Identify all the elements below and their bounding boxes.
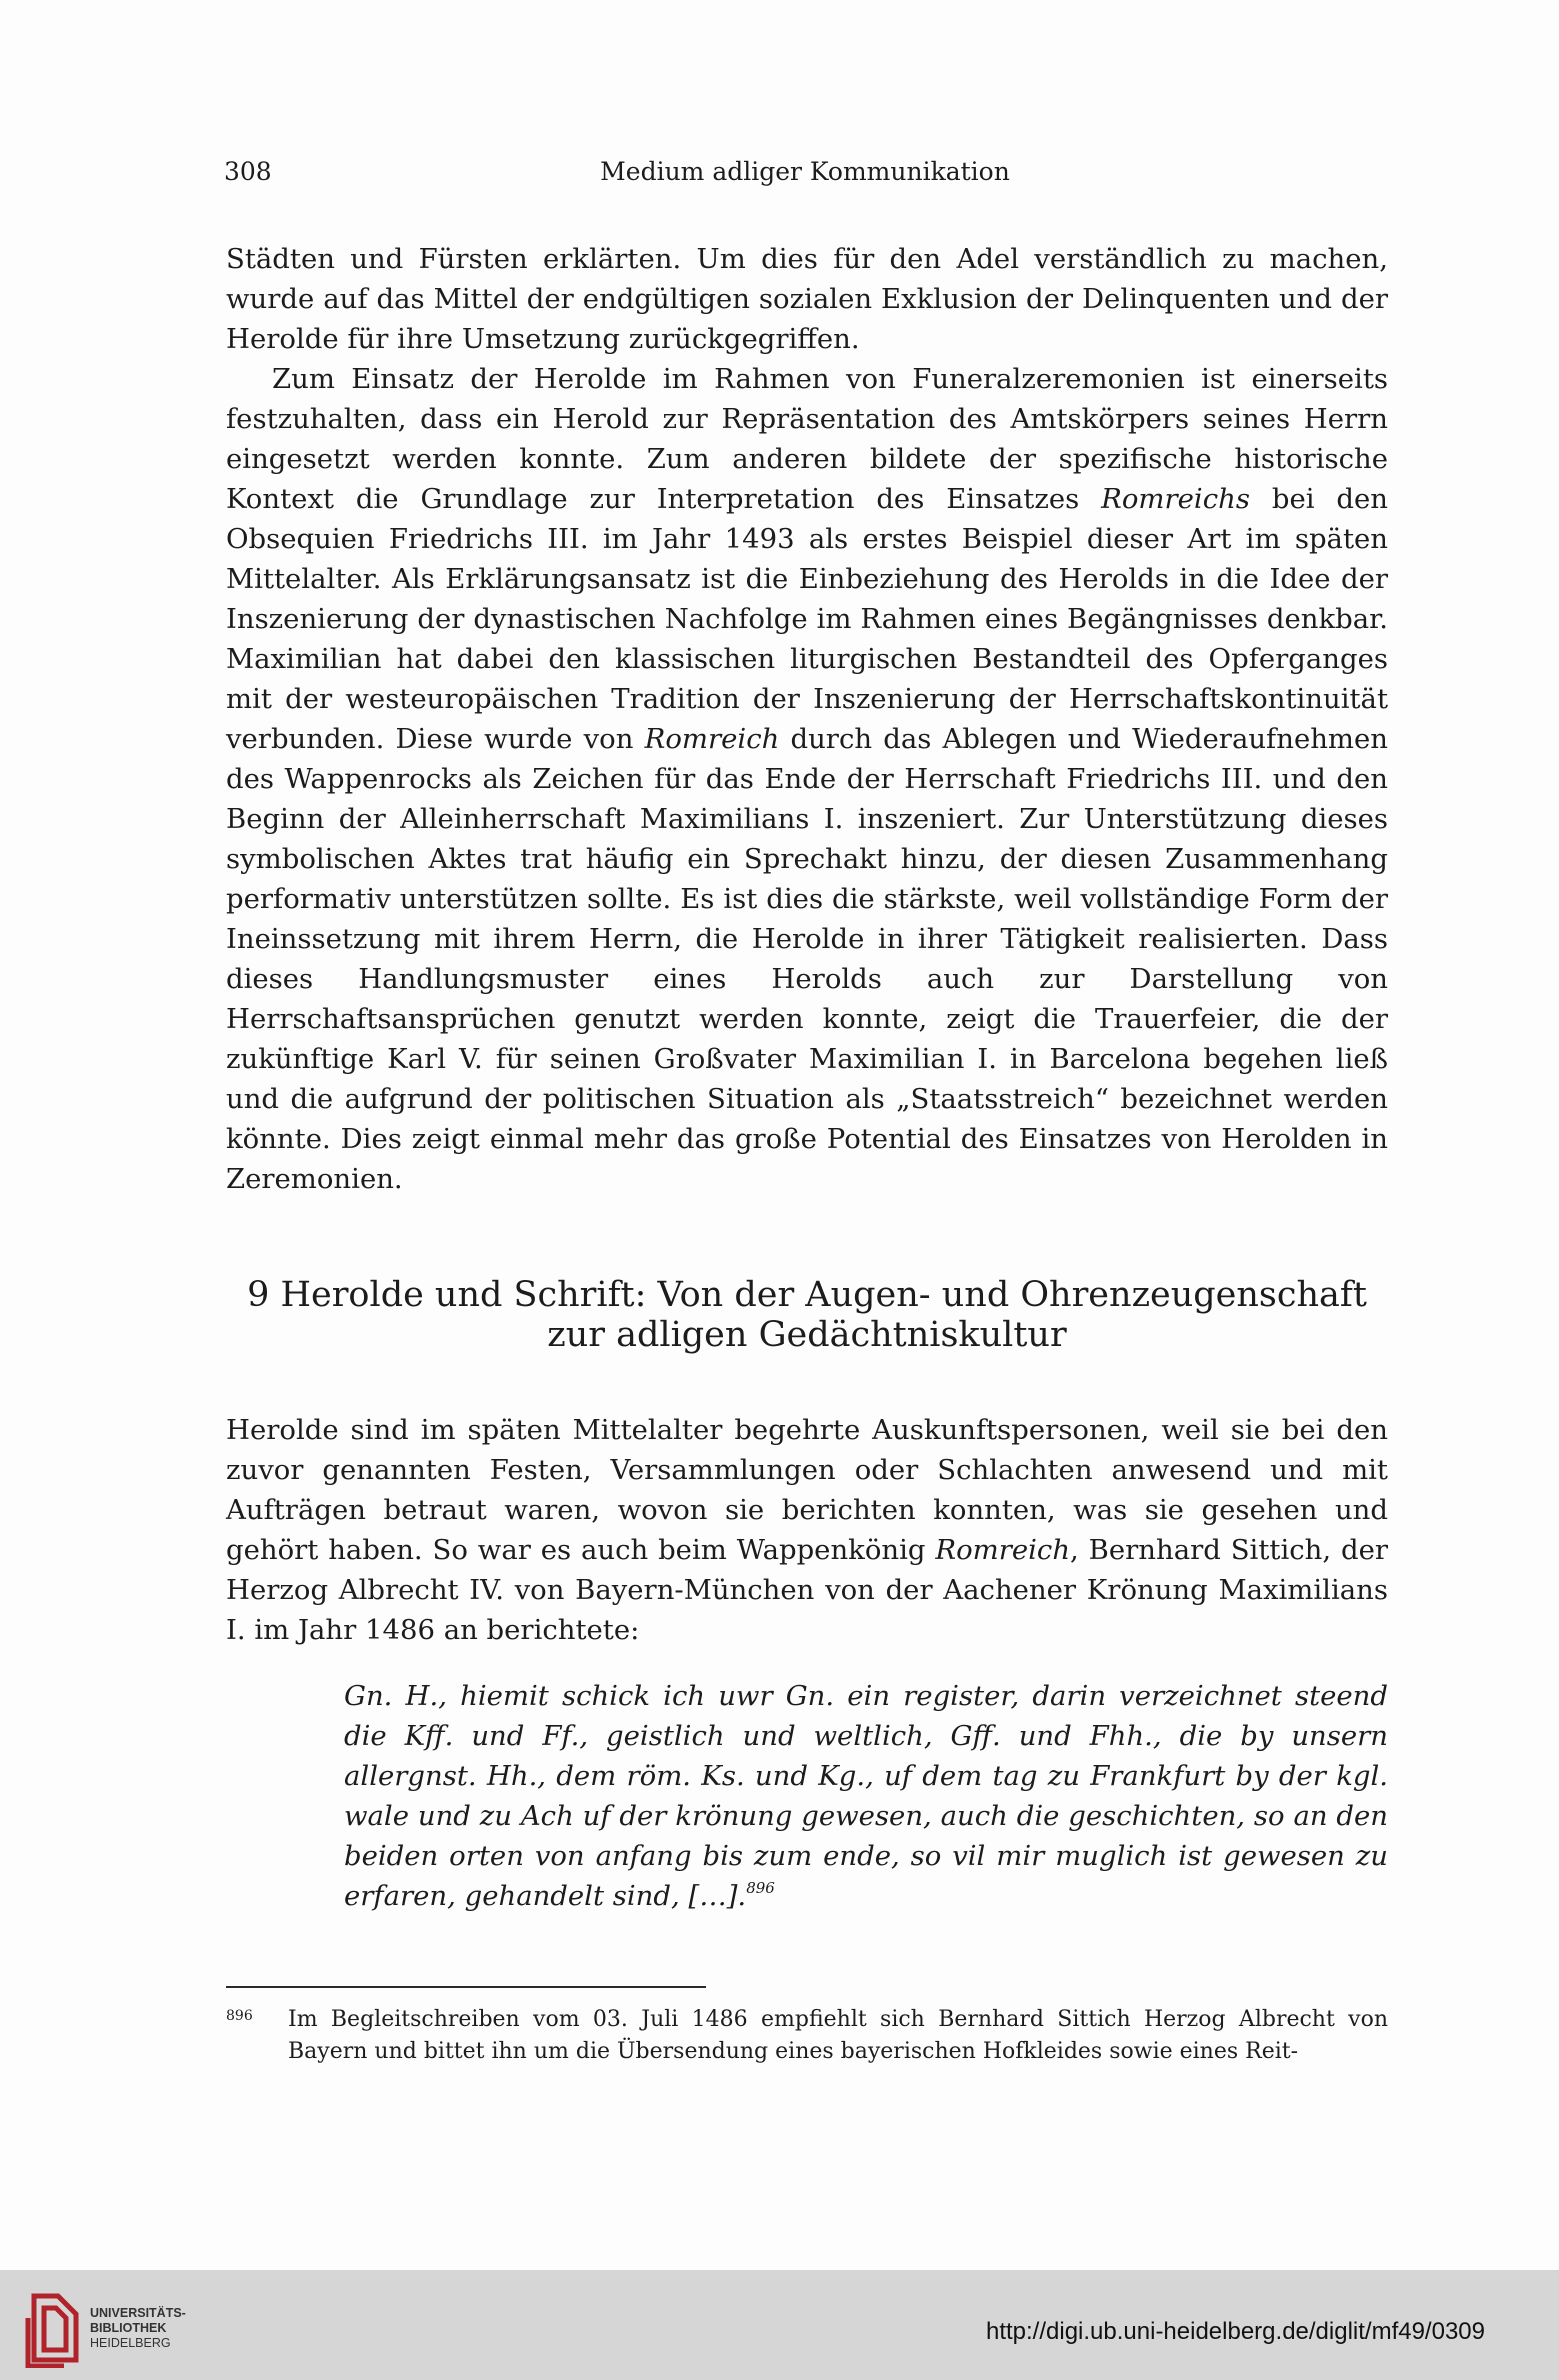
chapter-heading-line: 9 Herolde und Schrift: Von der Augen- und Ohrenzeugenschaft — [247, 1275, 1367, 1315]
library-name-line: HEIDELBERG — [90, 2336, 171, 2350]
running-head — [224, 152, 1386, 192]
block-quote — [344, 1676, 1388, 1916]
paragraph-continued: Städten und Fürsten erklärten. Um dies für den Adel verständlich zu machen, wurde auf das Mittel der endgültigen sozialen Exklusion der Delinquenten und der Herolde für ihre Umsetzung zurückgegriffen. — [226, 243, 1388, 355]
text-run: Zum Einsatz der Herolde im Rahmen von Funeralzeremonien ist einerseits festzuhalten, dass ein Herold zur Repräsentation des Amtskörpers seines Herrn eingesetzt werden konnte. Zum anderen bildete der spezifische historische Kontext die Grundlage zur Interpretation des Einsatzes — [226, 363, 1388, 515]
text-run: Herolde sind im späten Mittelalter begehrte Auskunftspersonen, weil sie bei den zuvor genannten Festen, Versammlungen oder Schlachten anwesend und mit Aufträgen betraut waren, wovon sie berichten konnten, was sie gesehen und gehört haben. So war es auch beim Wappenkönig — [226, 1414, 1388, 1566]
running-title: Medium adliger Kommunikation — [600, 157, 1010, 186]
section-conclusion — [226, 239, 1388, 1199]
footnote — [226, 2004, 1388, 2068]
footnote-text: Im Begleitschreiben vom 03. Juli 1486 empfiehlt sich Bernhard Sittich Herzog Albrecht von Bayern und bittet ihn um die Übersendung eines bayerischen Hofkleides sowie eines Reit- — [288, 2007, 1388, 2064]
emphasis-name: Romreich — [935, 1534, 1071, 1566]
footnote-reference[interactable]: 896 — [746, 1879, 775, 1897]
library-logo[interactable] — [24, 2280, 214, 2370]
library-name-line: BIBLIOTHEK — [90, 2321, 167, 2335]
permalink-url[interactable]: http://digi.ub.uni-heidelberg.de/diglit/mf49/0309 — [985, 2318, 1485, 2345]
text-run: bei den Obsequien Friedrichs III. im Jahr 1493 als erstes Beispiel dieser Art im späten Mittelalter. Als Erklärungsansatz ist die Einbeziehung des Herolds in die Idee der Inszenierung der dynastischen Nachfolge im Rahmen eines Begängnisses denkbar. Maximilian hat dabei den klassischen liturgischen Bestandteil des Opferganges mit der westeuropäischen Tradition der Inszenierung der Herrschaftskontinuität verbunden. Diese wurde von — [226, 483, 1389, 755]
text-run: , Bernhard Sittich, der Herzog Albrecht IV. von Bayern-München von der Aachener Krönung Maximilians I. im Jahr 1486 an berichtete: — [226, 1534, 1389, 1646]
logo-stroke — [44, 2308, 66, 2350]
footer-bar — [0, 2270, 1559, 2380]
chapter-intro — [226, 1410, 1388, 1650]
quote-text: Gn. H., hiemit schick ich uwr Gn. ein register, darin verzeichnet steend die Kff. und Ff., geistlich und weltlich, Gff. und Fhh., die by unsern allergnst. Hh., dem röm. Ks. und Kg., uf dem tag zu Frankfurt by der kgl. wale und zu Ach uf der krönung gewesen, auch die geschichten, so an den beiden orten von anfang bis zum ende, so vil mir muglich ist gewesen zu erfaren, gehandelt sind, […]. — [344, 1680, 1388, 1912]
emphasis-name: Romreichs — [1101, 483, 1250, 515]
footnote-number: 896 — [226, 2008, 253, 2024]
library-name-line: UNIVERSITÄTS- — [90, 2306, 186, 2320]
text-run: durch das Ablegen und Wiederaufnehmen des Wappenrocks als Zeichen für das Ende der Herrschaft Friedrichs III. und den Beginn der Alleinherrschaft Maximilians I. inszeniert. Zur Unterstützung dieses symbolischen Aktes trat häufig ein Sprechakt hinzu, der diesen Zusammenhang performativ unterstützen sollte. Es ist dies die stärkste, weil vollständige Form der Ineinssetzung mit ihrem Herrn, die Herolde in ihrer Tätigkeit realisierten. Dass dieses Handlungsmuster eines Herolds auch zur Darstellung von Herrschaftsansprüchen genutzt werden konnte, zeigt die Trauerfeier, die der zukünftige Karl V. für seinen Großvater Maximilian I. in Barcelona begehen ließ und die aufgrund der politischen Situation als „Staatsstreich“ bezeichnet werden könnte. Dies zeigt einmal mehr das große Potential des Einsatzes von Herolden in Zeremonien. — [226, 723, 1388, 1195]
footnote-separator — [226, 1986, 706, 1988]
page-number: 308 — [224, 157, 272, 186]
paragraph-funeral-ceremonies — [226, 359, 1388, 1199]
library-name — [90, 2306, 220, 2351]
paragraph-intro — [226, 1410, 1388, 1650]
library-logo-icon — [24, 2288, 82, 2368]
chapter-heading-line: zur adligen Gedächtniskultur — [547, 1315, 1067, 1355]
emphasis-name: Romreich — [644, 723, 780, 755]
chapter-heading — [226, 1275, 1388, 1355]
